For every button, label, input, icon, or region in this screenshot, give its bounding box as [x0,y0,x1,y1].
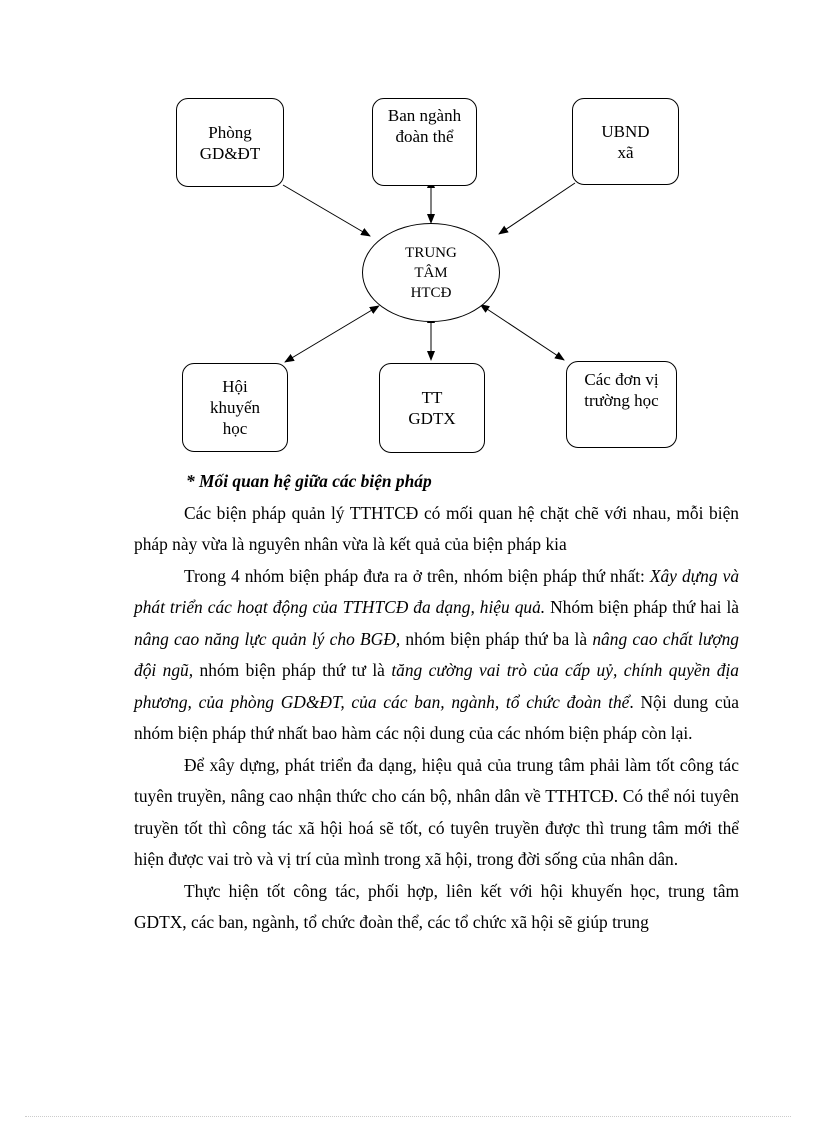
paragraph-4: Thực hiện tốt công tác, phối hợp, liên kết với hội khuyến học, trung tâm GDTX, các ban, ngành, tổ chức đoàn thể, các tổ chức xã hội sẽ giúp trung [134,880,739,932]
p2-italic-b: Xây dựng và phát triển các hoạt động của TTHTCĐ đa dạng, hiệu quả. [134,565,740,617]
body-text [134,466,739,939]
arrow-center-don-vi [487,309,564,360]
box-don-vi-truong-hoc [566,361,677,448]
p2-text-i: . Nội dung của nhóm biện pháp thứ nhất bao hàm các nội dung của các nhóm biện pháp còn lại. [134,691,739,743]
page-bottom-border [25,1116,791,1117]
box-ban-nganh [372,98,477,186]
p2-text-g: nhóm biện pháp thứ tư là [193,660,392,680]
p2-italic-d: nâng cao năng lực quản lý cho BGĐ [134,628,396,649]
relationship-diagram [0,0,816,460]
box-hoi-khuyen-hoc-label: Hội khuyến học [209,377,261,438]
p2-italic-h: tăng cường vai trò của cấp uỷ, chính quyền địa phương, của phòng GD&ĐT, của các ban, ngành, tổ chức đoàn thể [134,660,739,712]
box-ubnd-xa-label: UBND xã [601,121,650,162]
p2-italic-f: nâng cao chất lượng đội ngũ, [134,628,739,680]
arrow-center-hoi-khuyen-hoc [285,310,372,362]
p2-text-a: Trong 4 nhóm biện pháp đưa ra ở trên, nhóm biện pháp thứ nhất: [184,565,650,586]
box-phong-gd-dt-label: Phòng GD&ĐT [199,122,261,163]
paragraph-3: Để xây dựng, phát triển đa dạng, hiệu quả của trung tâm phải làm tốt công tác tuyên truyền, nâng cao nhận thức cho cán bộ, nhân dân về TTHTCĐ. Có thể nói tuyên truyền tốt thì công tác xã hội hoá sẽ tốt, có tuyên truyền được thì trung tâm mới thể hiện được vai trò và vị trí của mình trong xã hội, trong đời sống của nhân dân. [134,754,739,869]
box-don-vi-truong-hoc-label: Các đơn vị trường học [584,370,659,410]
box-tt-gdtx-label: TT GDTX [408,388,456,428]
box-ban-nganh-label: Ban ngành đoàn thể [387,106,462,146]
p2-text-e: , nhóm biện pháp thứ ba là [395,628,593,649]
center-label: TRUNG TÂM HTCĐ [405,244,457,301]
box-phong-gd-dt [176,98,284,187]
paragraph-1: Các biện pháp quản lý TTHTCĐ có mối quan hệ chặt chẽ với nhau, mỗi biện pháp này vừa là nguyên nhân vừa là kết quả của biện pháp kia [134,502,739,554]
center-ellipse [362,223,500,322]
box-hoi-khuyen-hoc [182,363,288,452]
p2-text-c: Nhóm biện pháp thứ hai là [545,597,739,617]
arrow-ubnd-to-center [499,183,575,234]
arrow-phong-to-center [283,185,370,236]
box-ubnd-xa [572,98,679,185]
section-heading: * Mối quan hệ giữa các biện pháp [186,471,432,491]
paragraph-2 [134,561,739,750]
box-tt-gdtx [379,363,485,453]
